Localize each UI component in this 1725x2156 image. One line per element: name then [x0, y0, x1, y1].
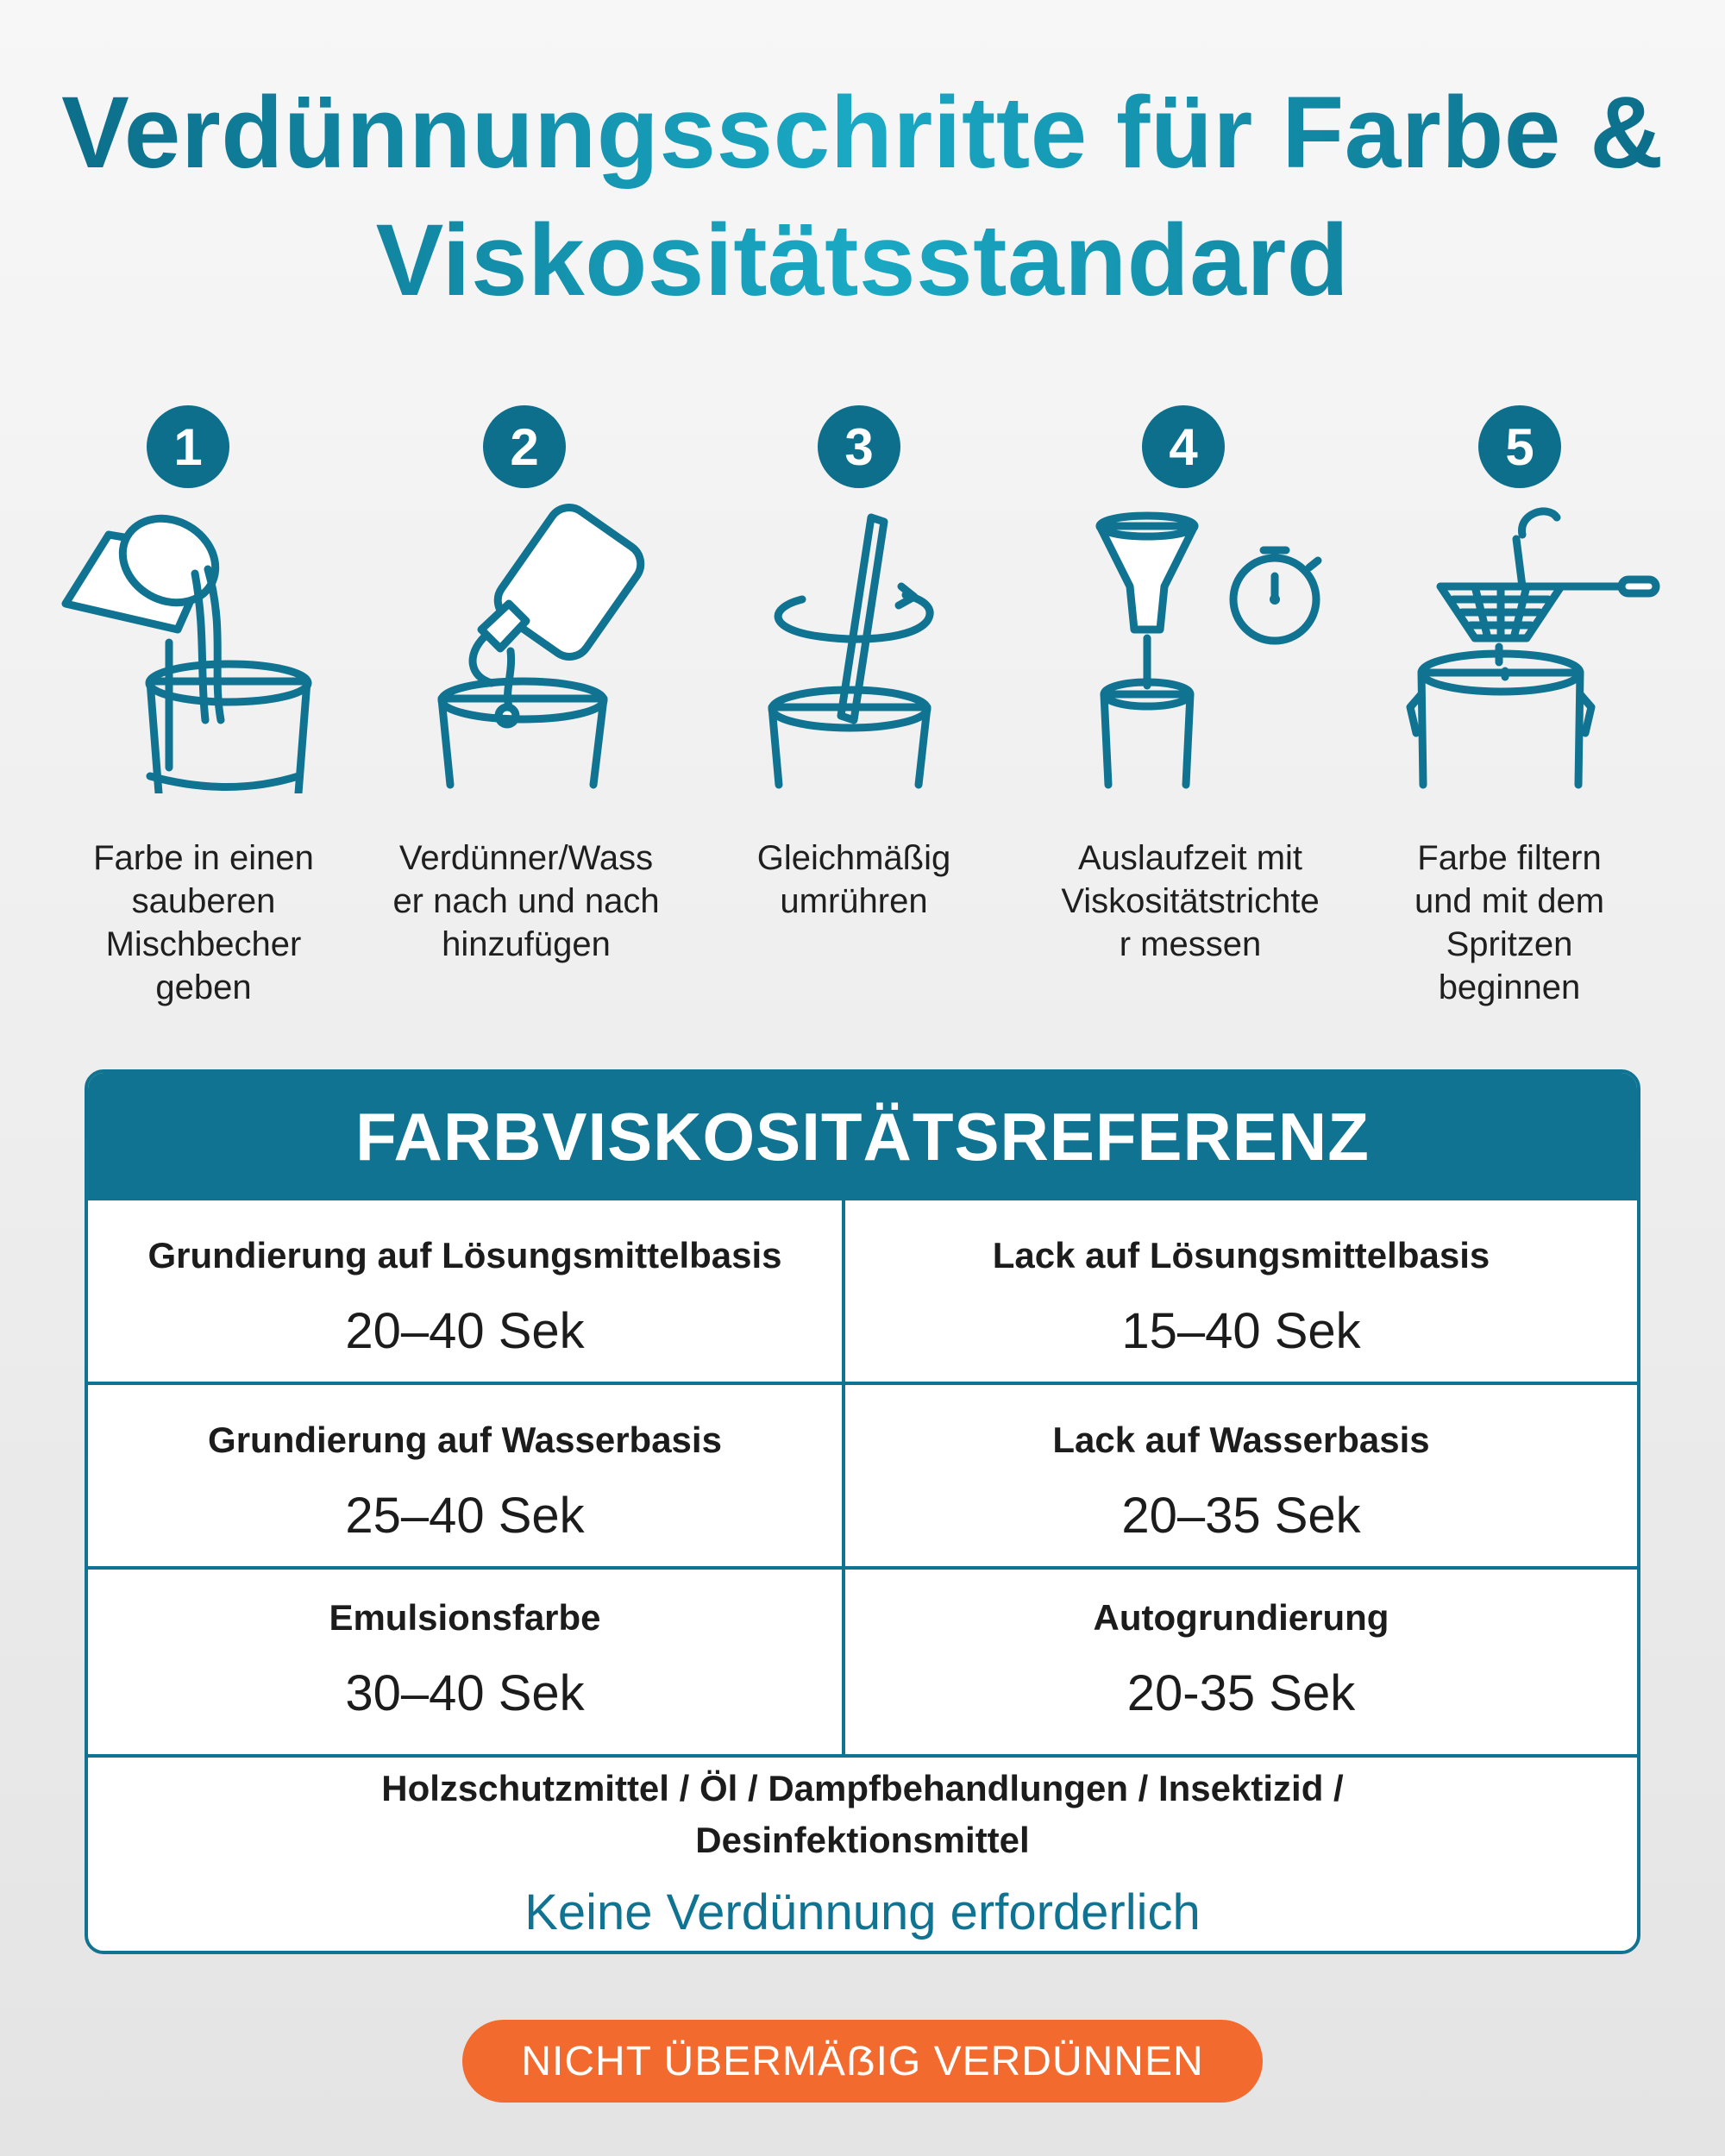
- cell-label: Grundierung auf Lösungsmittelbasis: [147, 1235, 782, 1275]
- footer-line: Desinfektionsmittel: [695, 1820, 1030, 1860]
- table-cell: [845, 1570, 1637, 1758]
- step-description: [40, 837, 367, 1009]
- step-description: [690, 837, 1018, 923]
- table-cell: [88, 1570, 845, 1758]
- step-description: [362, 837, 690, 966]
- page-title-line-1: Verdünnungsschritte für Farbe &: [61, 76, 1664, 190]
- step-description-line: Verdünner/Wass: [398, 839, 654, 877]
- warning-pill: NICHT ÜBERMÄẞIG VERDÜNNEN: [462, 2020, 1263, 2103]
- step-description: [1346, 837, 1673, 1009]
- cell-value: 30–40 Sek: [345, 1665, 585, 1721]
- cell-label: Lack auf Lösungsmittelbasis: [992, 1235, 1490, 1275]
- step-description: [1026, 837, 1354, 966]
- step-description-line: er nach und nach: [392, 882, 660, 920]
- stir-icon: [699, 500, 1009, 793]
- step-3: [699, 405, 1009, 1026]
- step-number-badge: 2: [483, 405, 566, 488]
- step-description-line: Mischbecher: [105, 925, 302, 963]
- table-cell: [845, 1200, 1637, 1385]
- cell-value: 15–40 Sek: [1121, 1303, 1361, 1359]
- step-number-badge: 1: [147, 405, 229, 488]
- step-description-line: Spritzen: [1446, 925, 1573, 963]
- step-number-badge: 5: [1478, 405, 1561, 488]
- step-description-line: umrühren: [780, 882, 928, 920]
- filter-strainer-icon: [1354, 500, 1665, 793]
- step-description-line: Farbe in einen: [93, 839, 314, 877]
- step-description-line: sauberen: [131, 882, 276, 920]
- pour-paint-icon: [48, 500, 359, 793]
- step-2: [371, 405, 681, 1026]
- cell-value: 25–40 Sek: [345, 1488, 585, 1544]
- steps-section: [0, 405, 1725, 1026]
- step-description-line: geben: [155, 968, 252, 1006]
- cell-value: 20–35 Sek: [1121, 1488, 1361, 1544]
- step-description-line: Farbe filtern: [1417, 839, 1602, 877]
- step-description-line: und mit dem: [1414, 882, 1605, 920]
- step-description-line: Viskositätstrichte: [1061, 882, 1320, 920]
- cell-label: Emulsionsfarbe: [329, 1597, 601, 1638]
- table-cell: [88, 1200, 845, 1385]
- step-5: [1354, 405, 1665, 1026]
- cell-label: Autogrundierung: [1093, 1597, 1389, 1638]
- viscosity-reference-table: [85, 1069, 1640, 1954]
- no-thinning-note: Keine Verdünnung erforderlich: [524, 1884, 1201, 1940]
- step-4: [1035, 405, 1346, 1026]
- step-description-line: beginnen: [1438, 968, 1581, 1006]
- step-description-line: Gleichmäßig: [756, 839, 951, 877]
- cell-label: Grundierung auf Wasserbasis: [208, 1420, 722, 1460]
- page-title: [0, 69, 1725, 324]
- step-number-badge: 4: [1142, 405, 1225, 488]
- add-thinner-icon: [371, 500, 681, 793]
- table-cell: [88, 1385, 845, 1570]
- table-cell: [845, 1385, 1637, 1570]
- step-description-line: Auslaufzeit mit: [1077, 839, 1303, 877]
- step-number-badge: 3: [818, 405, 900, 488]
- page-title-line-2: Viskositätsstandard: [375, 204, 1350, 317]
- step-description-line: r messen: [1119, 925, 1262, 963]
- cell-label: Lack auf Wasserbasis: [1052, 1420, 1430, 1460]
- step-description-line: hinzufügen: [442, 925, 611, 963]
- no-thinning-products: [88, 1763, 1637, 1866]
- table-header: FARBVISKOSITÄTSREFERENZ: [88, 1073, 1637, 1200]
- viscosity-funnel-stopwatch-icon: [1035, 500, 1346, 793]
- footer-line: Holzschutzmittel / Öl / Dampfbehandlungen / Insektizid /: [381, 1768, 1344, 1808]
- cell-value: 20–40 Sek: [345, 1303, 585, 1359]
- step-1: [48, 405, 359, 1026]
- cell-value: 20-35 Sek: [1126, 1665, 1356, 1721]
